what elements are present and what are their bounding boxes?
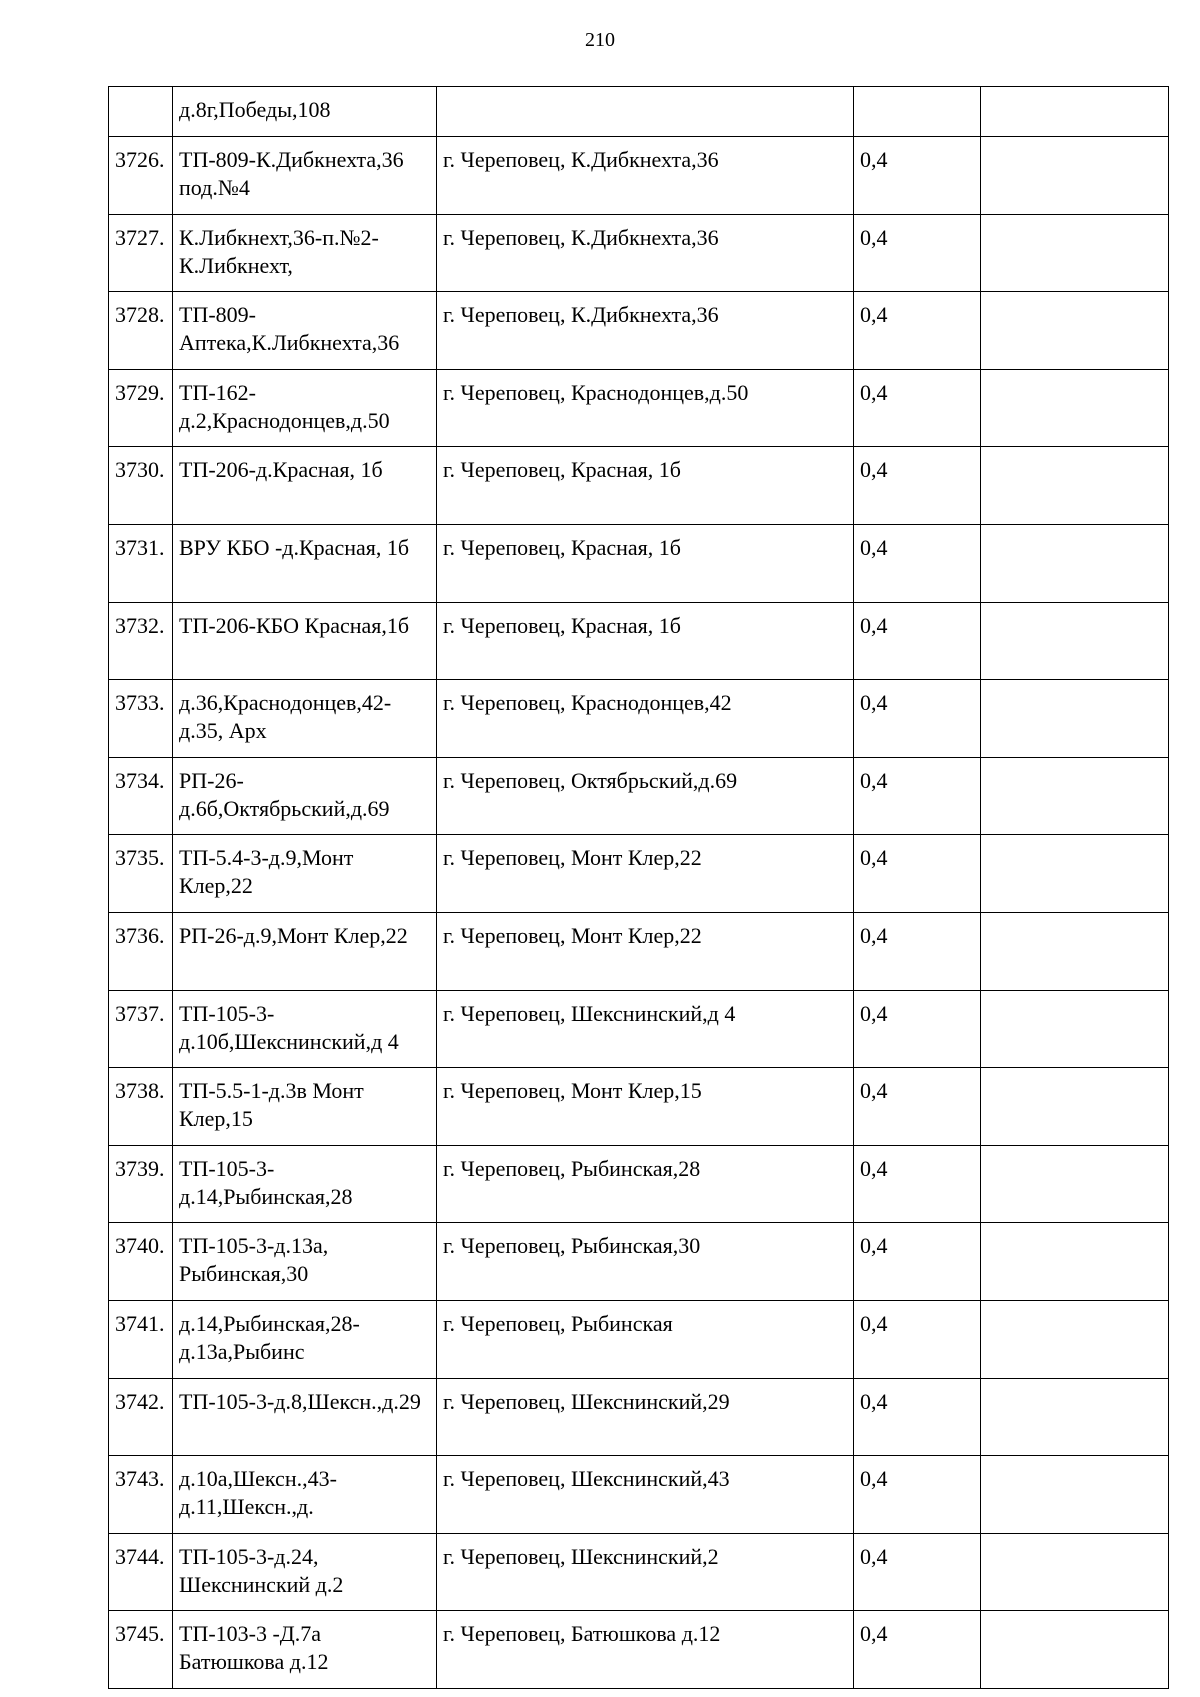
object-address: г. Череповец, К.Дибкнехта,36	[437, 292, 854, 370]
note-cell	[981, 1533, 1169, 1611]
note-cell	[981, 1223, 1169, 1301]
objects-table	[108, 86, 1169, 1689]
table-row	[109, 1456, 1169, 1534]
object-name: ТП-103-3 -Д.7а Батюшкова д.12	[173, 1611, 437, 1689]
object-name: ТП-105-3-д.24, Шекснинский д.2	[173, 1533, 437, 1611]
note-cell	[981, 1300, 1169, 1378]
note-cell	[981, 1068, 1169, 1146]
voltage-value: 0,4	[854, 292, 981, 370]
row-number: 3727.	[109, 214, 173, 292]
voltage-value: 0,4	[854, 990, 981, 1068]
object-address: г. Череповец, Краснодонцев,д.50	[437, 369, 854, 447]
object-address: г. Череповец, Красная, 1б	[437, 447, 854, 525]
note-cell	[981, 1456, 1169, 1534]
table-row	[109, 680, 1169, 758]
table-row	[109, 757, 1169, 835]
object-address: г. Череповец, Рыбинская	[437, 1300, 854, 1378]
object-address: г. Череповец, Октябрьский,д.69	[437, 757, 854, 835]
note-cell	[981, 369, 1169, 447]
row-number: 3733.	[109, 680, 173, 758]
row-number: 3734.	[109, 757, 173, 835]
note-cell	[981, 835, 1169, 913]
row-number: 3745.	[109, 1611, 173, 1689]
table-row	[109, 1300, 1169, 1378]
voltage-value	[854, 87, 981, 137]
object-address: г. Череповец, Шекснинский,2	[437, 1533, 854, 1611]
object-name: ТП-105-3-д.14,Рыбинская,28	[173, 1145, 437, 1223]
table-row	[109, 369, 1169, 447]
object-address: г. Череповец, Красная, 1б	[437, 524, 854, 602]
row-number: 3735.	[109, 835, 173, 913]
row-number	[109, 87, 173, 137]
object-name: РП-26-д.9,Монт Клер,22	[173, 912, 437, 990]
object-name: ТП-809-Аптека,К.Либкнехта,36	[173, 292, 437, 370]
object-name: ТП-206-д.Красная, 1б	[173, 447, 437, 525]
note-cell	[981, 1611, 1169, 1689]
table-row	[109, 990, 1169, 1068]
voltage-value: 0,4	[854, 524, 981, 602]
object-address: г. Череповец, Монт Клер,15	[437, 1068, 854, 1146]
row-number: 3743.	[109, 1456, 173, 1534]
object-address: г. Череповец, К.Дибкнехта,36	[437, 214, 854, 292]
note-cell	[981, 680, 1169, 758]
voltage-value: 0,4	[854, 1456, 981, 1534]
row-number: 3731.	[109, 524, 173, 602]
table-row	[109, 447, 1169, 525]
object-address: г. Череповец, Краснодонцев,42	[437, 680, 854, 758]
table-row	[109, 602, 1169, 680]
voltage-value: 0,4	[854, 1533, 981, 1611]
voltage-value: 0,4	[854, 1068, 981, 1146]
voltage-value: 0,4	[854, 214, 981, 292]
table-row	[109, 214, 1169, 292]
row-number: 3728.	[109, 292, 173, 370]
object-name: ТП-162-д.2,Краснодонцев,д.50	[173, 369, 437, 447]
table-body	[109, 87, 1169, 1689]
note-cell	[981, 1378, 1169, 1456]
object-name: К.Либкнехт,36-п.№2-К.Либкнехт,	[173, 214, 437, 292]
voltage-value: 0,4	[854, 757, 981, 835]
row-number: 3730.	[109, 447, 173, 525]
object-address: г. Череповец, Батюшкова д.12	[437, 1611, 854, 1689]
row-number: 3737.	[109, 990, 173, 1068]
object-name: ТП-206-КБО Красная,1б	[173, 602, 437, 680]
object-address: г. Череповец, Шекснинский,43	[437, 1456, 854, 1534]
table-row	[109, 1611, 1169, 1689]
object-address	[437, 87, 854, 137]
voltage-value: 0,4	[854, 1611, 981, 1689]
row-number: 3732.	[109, 602, 173, 680]
row-number: 3741.	[109, 1300, 173, 1378]
row-number: 3736.	[109, 912, 173, 990]
object-name: ТП-5.4-3-д.9,Монт Клер,22	[173, 835, 437, 913]
object-name: д.10а,Шексн.,43-д.11,Шексн.,д.	[173, 1456, 437, 1534]
object-address: г. Череповец, Рыбинская,30	[437, 1223, 854, 1301]
object-name: д.36,Краснодонцев,42-д.35, Арх	[173, 680, 437, 758]
table-row	[109, 1223, 1169, 1301]
object-name: д.14,Рыбинская,28-д.13а,Рыбинс	[173, 1300, 437, 1378]
object-address: г. Череповец, Рыбинская,28	[437, 1145, 854, 1223]
object-address: г. Череповец, К.Дибкнехта,36	[437, 137, 854, 215]
table-row	[109, 524, 1169, 602]
object-name: ВРУ КБО -д.Красная, 1б	[173, 524, 437, 602]
note-cell	[981, 602, 1169, 680]
voltage-value: 0,4	[854, 1145, 981, 1223]
voltage-value: 0,4	[854, 602, 981, 680]
voltage-value: 0,4	[854, 680, 981, 758]
object-name: ТП-809-К.Дибкнехта,36 под.№4	[173, 137, 437, 215]
row-number: 3738.	[109, 1068, 173, 1146]
note-cell	[981, 214, 1169, 292]
voltage-value: 0,4	[854, 1223, 981, 1301]
row-number: 3729.	[109, 369, 173, 447]
voltage-value: 0,4	[854, 1300, 981, 1378]
voltage-value: 0,4	[854, 137, 981, 215]
note-cell	[981, 447, 1169, 525]
object-name: ТП-105-3-д.10б,Шекснинский,д 4	[173, 990, 437, 1068]
row-number: 3740.	[109, 1223, 173, 1301]
object-name: ТП-105-3-д.13а, Рыбинская,30	[173, 1223, 437, 1301]
row-number: 3742.	[109, 1378, 173, 1456]
voltage-value: 0,4	[854, 835, 981, 913]
object-address: г. Череповец, Монт Клер,22	[437, 912, 854, 990]
note-cell	[981, 292, 1169, 370]
object-name: д.8г,Победы,108	[173, 87, 437, 137]
object-address: г. Череповец, Шекснинский,д 4	[437, 990, 854, 1068]
note-cell	[981, 757, 1169, 835]
voltage-value: 0,4	[854, 369, 981, 447]
table-row	[109, 137, 1169, 215]
table-row	[109, 835, 1169, 913]
table-row	[109, 292, 1169, 370]
object-name: ТП-5.5-1-д.3в Монт Клер,15	[173, 1068, 437, 1146]
table-row	[109, 1533, 1169, 1611]
row-number: 3739.	[109, 1145, 173, 1223]
note-cell	[981, 990, 1169, 1068]
note-cell	[981, 87, 1169, 137]
object-address: г. Череповец, Красная, 1б	[437, 602, 854, 680]
note-cell	[981, 137, 1169, 215]
page-number: 210	[585, 29, 615, 51]
voltage-value: 0,4	[854, 912, 981, 990]
note-cell	[981, 524, 1169, 602]
object-name: ТП-105-3-д.8,Шексн.,д.29	[173, 1378, 437, 1456]
table-row	[109, 1378, 1169, 1456]
voltage-value: 0,4	[854, 447, 981, 525]
object-name: РП-26-д.6б,Октябрьский,д.69	[173, 757, 437, 835]
object-address: г. Череповец, Шекснинский,29	[437, 1378, 854, 1456]
table-row	[109, 1068, 1169, 1146]
row-number: 3726.	[109, 137, 173, 215]
table-row	[109, 1145, 1169, 1223]
note-cell	[981, 912, 1169, 990]
note-cell	[981, 1145, 1169, 1223]
object-address: г. Череповец, Монт Клер,22	[437, 835, 854, 913]
table-row	[109, 87, 1169, 137]
table-row	[109, 912, 1169, 990]
voltage-value: 0,4	[854, 1378, 981, 1456]
row-number: 3744.	[109, 1533, 173, 1611]
